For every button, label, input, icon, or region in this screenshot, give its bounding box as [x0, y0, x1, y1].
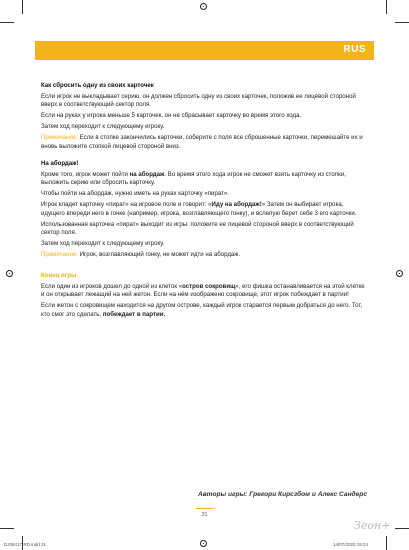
text-run: Игрок кладет карточку «пират» на игровое поле и говорит: «: [41, 201, 212, 209]
print-slug-date: 14/07/2020 15:24: [333, 542, 369, 547]
text-run: » Затем он выбирает игрока, идущего впереди него в гонке (например, игрока, возглавляющего гонку), и вслепую берет себе 3 его карточки.: [41, 201, 357, 217]
crop-mark: [386, 0, 387, 14]
section-heading: Как сбросить одну из своих карточек: [41, 82, 154, 89]
section-heading: Конец игры: [41, 272, 77, 280]
registration-mark-icon: [6, 270, 13, 277]
section-heading: На абордаж!: [41, 159, 79, 167]
registration-mark-icon: [396, 270, 403, 277]
print-slug-file: DJ08417-RD.indd 31: [4, 542, 47, 547]
bold-text: остров сокровищ: [182, 283, 236, 291]
note-label: Примечание.: [41, 251, 78, 259]
crop-mark: [22, 0, 23, 14]
note-text: Игрок, возглавляющий гонку, не может идти на абордаж.: [77, 251, 241, 259]
note: [41, 251, 367, 259]
page-number-rule: [196, 508, 213, 509]
paragraph: Если игрок не выкладывает серию, он должен сбросить одну из своих карточек, положив ее лицевой стороной вверх в соответствующий сектор поля.: [41, 93, 356, 109]
paragraph: Затем ход переходит к следующему игроку.: [41, 240, 165, 248]
crop-mark: [395, 22, 409, 23]
crop-mark: [0, 528, 14, 529]
watermark: Зеон+: [354, 519, 391, 532]
text-run: Если один из игроков дошел до одной из клеток «: [41, 283, 183, 291]
paragraph: [41, 283, 367, 300]
crop-mark: [386, 536, 387, 550]
paragraph: [41, 171, 367, 188]
text-run: . Во время этого хода игрок не сможет взять карточку из стопки, выложить серию или сбросить карточку.: [41, 170, 346, 187]
registration-mark-icon: [200, 540, 207, 547]
authors-credit: Авторы игры: Грегори Кирсзбом и Алекс Сандерс: [198, 491, 367, 498]
paragraph: Если на руках у игрока меньше 5 карточек, он не сбрасывает карточку во время этого хода.: [41, 112, 302, 120]
page-number: 31: [201, 512, 208, 518]
crop-mark: [0, 22, 14, 23]
text-run: Кроме того, игрок может пойти: [41, 170, 130, 178]
note-text: Если в стопке закончились карточки, соберите с поля все сброшенные карточки, перемешайте их и вновь выложите стопкой лицевой стороной вниз.: [41, 134, 363, 150]
paragraph: [41, 201, 367, 218]
bold-text: на абордаж: [129, 170, 165, 178]
paragraph: Чтобы пойти на абордаж, нужно иметь на руках карточку «пират».: [41, 190, 229, 198]
text-run: », его фишка останавливается на этой клетке и он открывает лежащий на ней жетон. Если на нём изображено сокровище, этот игрок побеждает в партии!: [41, 283, 365, 299]
paragraph: [41, 302, 367, 319]
text-run: Если жетон с сокровищем находится на другом острове, каждый игрок старается первым добраться до него. Тот, кто смог это сделать,: [41, 302, 363, 318]
paragraph: Затем ход переходит к следующему игроку.: [41, 123, 165, 131]
note: [41, 134, 367, 151]
language-banner: [35, 41, 374, 60]
registration-mark-icon: [200, 3, 207, 10]
rules-body: [41, 82, 367, 322]
crop-mark: [395, 528, 409, 529]
language-label: RUS: [343, 44, 366, 55]
paragraph: Использованная карточка «пират» выходит из игры: положите ее лицевой стороной вверх в соответствующий сектор поля.: [41, 220, 354, 237]
note-label: Примечание:: [41, 134, 78, 142]
spacer: [41, 262, 367, 272]
bold-text: Иду на абордаж!: [211, 201, 262, 209]
bold-text: побеждает в партии.: [102, 310, 166, 318]
